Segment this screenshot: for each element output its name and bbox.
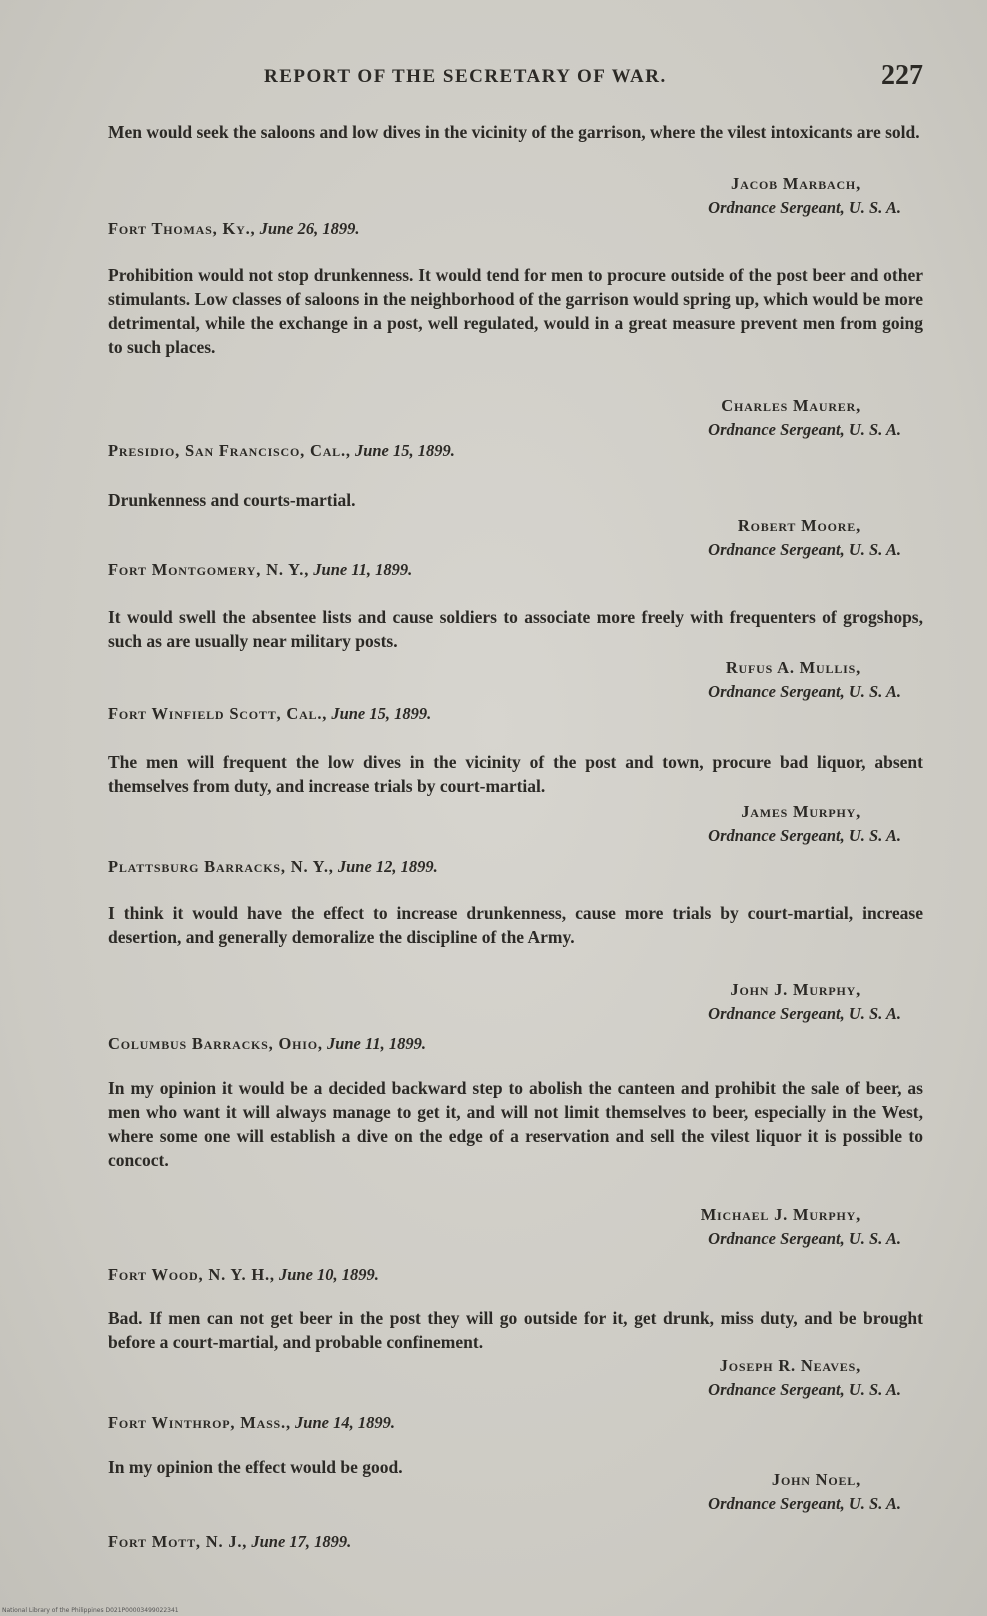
signatory-title: Ordnance Sergeant, U. S. A. [708, 826, 901, 845]
signatory-title: Ordnance Sergeant, U. S. A. [708, 1380, 901, 1399]
entry-text: Men would seek the saloons and low dives in the vicinity of the garrison, where the vilest intoxicants are sold. [108, 122, 920, 142]
entry-text: In my opinion it would be a decided backward step to abolish the canteen and prohibit the sale of beer, as men who want it will always manage to get it, and will not limit themselves to beer, especially in the West, where some one will establish a dive on the edge of a reservation and sell the vilest liquor it is possible to concoct. [108, 1078, 923, 1170]
library-stamp: National Library of the Philippines D021P00003499022341 [2, 1607, 179, 1614]
entry-text: Bad. If men can not get beer in the post they will go outside for it, get drunk, miss duty, and be brought before a court-martial, and probable confinement. [108, 1308, 923, 1352]
place-date-line [108, 704, 431, 724]
page-number: 227 [881, 60, 923, 91]
date: June 26, 1899. [259, 219, 360, 238]
entry-text: I think it would have the effect to increase drunkenness, cause more trials by court-martial, increase desertion, and generally demoralize the discipline of the Army. [108, 903, 923, 947]
entry-text: Drunkenness and courts-martial. [108, 490, 356, 510]
place-date-line [108, 1034, 426, 1054]
location: Fort Winfield Scott, Cal., [108, 704, 328, 723]
signature-block [708, 978, 901, 1026]
date: June 14, 1899. [295, 1413, 395, 1432]
signatory-name: Charles Maurer, [721, 396, 861, 415]
location: Fort Montgomery, N. Y., [108, 560, 310, 579]
entry-text: In my opinion the effect would be good. [108, 1457, 403, 1477]
place-date-line [108, 560, 412, 580]
signatory-title: Ordnance Sergeant, U. S. A. [708, 540, 901, 559]
running-title: REPORT OF THE SECRETARY OF WAR. [264, 66, 667, 87]
date: June 11, 1899. [313, 560, 413, 579]
signatory-title: Ordnance Sergeant, U. S. A. [708, 420, 901, 439]
signatory-name: Rufus A. Mullis, [725, 658, 861, 677]
page-header [108, 62, 923, 102]
place-date-line [108, 857, 438, 877]
signature-block [708, 1468, 901, 1516]
date: June 12, 1899. [337, 857, 438, 876]
entry-text: Prohibition would not stop drunkenness. It would tend for men to procure outside of the post beer and other stimulants. Low classes of saloons in the neighborhood of the garrison would spring up, which would be more detrimental, while the exchange in a post, well regulated, would in a great measure prevent men from going to such places. [108, 265, 924, 357]
entry-text: It would swell the absentee lists and cause soldiers to associate more freely with frequenters of grogshops, such as are usually near military posts. [108, 607, 923, 651]
location: Fort Wood, N. Y. H., [108, 1265, 275, 1284]
location: Fort Winthrop, Mass., [108, 1413, 291, 1432]
place-date-line [108, 219, 360, 239]
date: June 15, 1899. [331, 704, 432, 723]
signatory-title: Ordnance Sergeant, U. S. A. [708, 198, 901, 217]
signatory-name: Joseph R. Neaves, [719, 1356, 861, 1375]
signature-block [708, 800, 901, 848]
signature-block [708, 656, 901, 704]
signatory-title: Ordnance Sergeant, U. S. A. [708, 1494, 901, 1513]
signature-block [708, 394, 901, 442]
location: Plattsburg Barracks, N. Y., [108, 857, 334, 876]
date: June 17, 1899. [251, 1532, 352, 1551]
location: Columbus Barracks, Ohio, [108, 1034, 323, 1053]
place-date-line [108, 1413, 395, 1433]
location: Fort Mott, N. J., [108, 1532, 248, 1551]
date: June 15, 1899. [354, 441, 455, 460]
date: June 10, 1899. [279, 1265, 379, 1284]
entry-text: The men will frequent the low dives in the vicinity of the post and town, procure bad liquor, absent themselves from duty, and increase trials by court-martial. [108, 752, 923, 796]
signature-block [708, 1354, 901, 1402]
place-date-line [108, 441, 455, 461]
signatory-name: Robert Moore, [737, 516, 861, 535]
location: Presidio, San Francisco, Cal., [108, 441, 351, 460]
signature-block [708, 172, 901, 220]
location: Fort Thomas, Ky., [108, 219, 256, 238]
signature-block [701, 1203, 901, 1251]
signatory-title: Ordnance Sergeant, U. S. A. [708, 1229, 901, 1248]
signature-block [708, 514, 901, 562]
signatory-title: Ordnance Sergeant, U. S. A. [708, 682, 901, 701]
date: June 11, 1899. [326, 1034, 426, 1053]
signatory-name: Jacob Marbach, [731, 174, 861, 193]
signatory-name: James Murphy, [741, 802, 861, 821]
place-date-line [108, 1265, 379, 1285]
signatory-title: Ordnance Sergeant, U. S. A. [708, 1004, 901, 1023]
signatory-name: John J. Murphy, [730, 980, 861, 999]
signatory-name: John Noel, [771, 1470, 861, 1489]
signatory-name: Michael J. Murphy, [700, 1205, 861, 1224]
place-date-line [108, 1532, 351, 1552]
